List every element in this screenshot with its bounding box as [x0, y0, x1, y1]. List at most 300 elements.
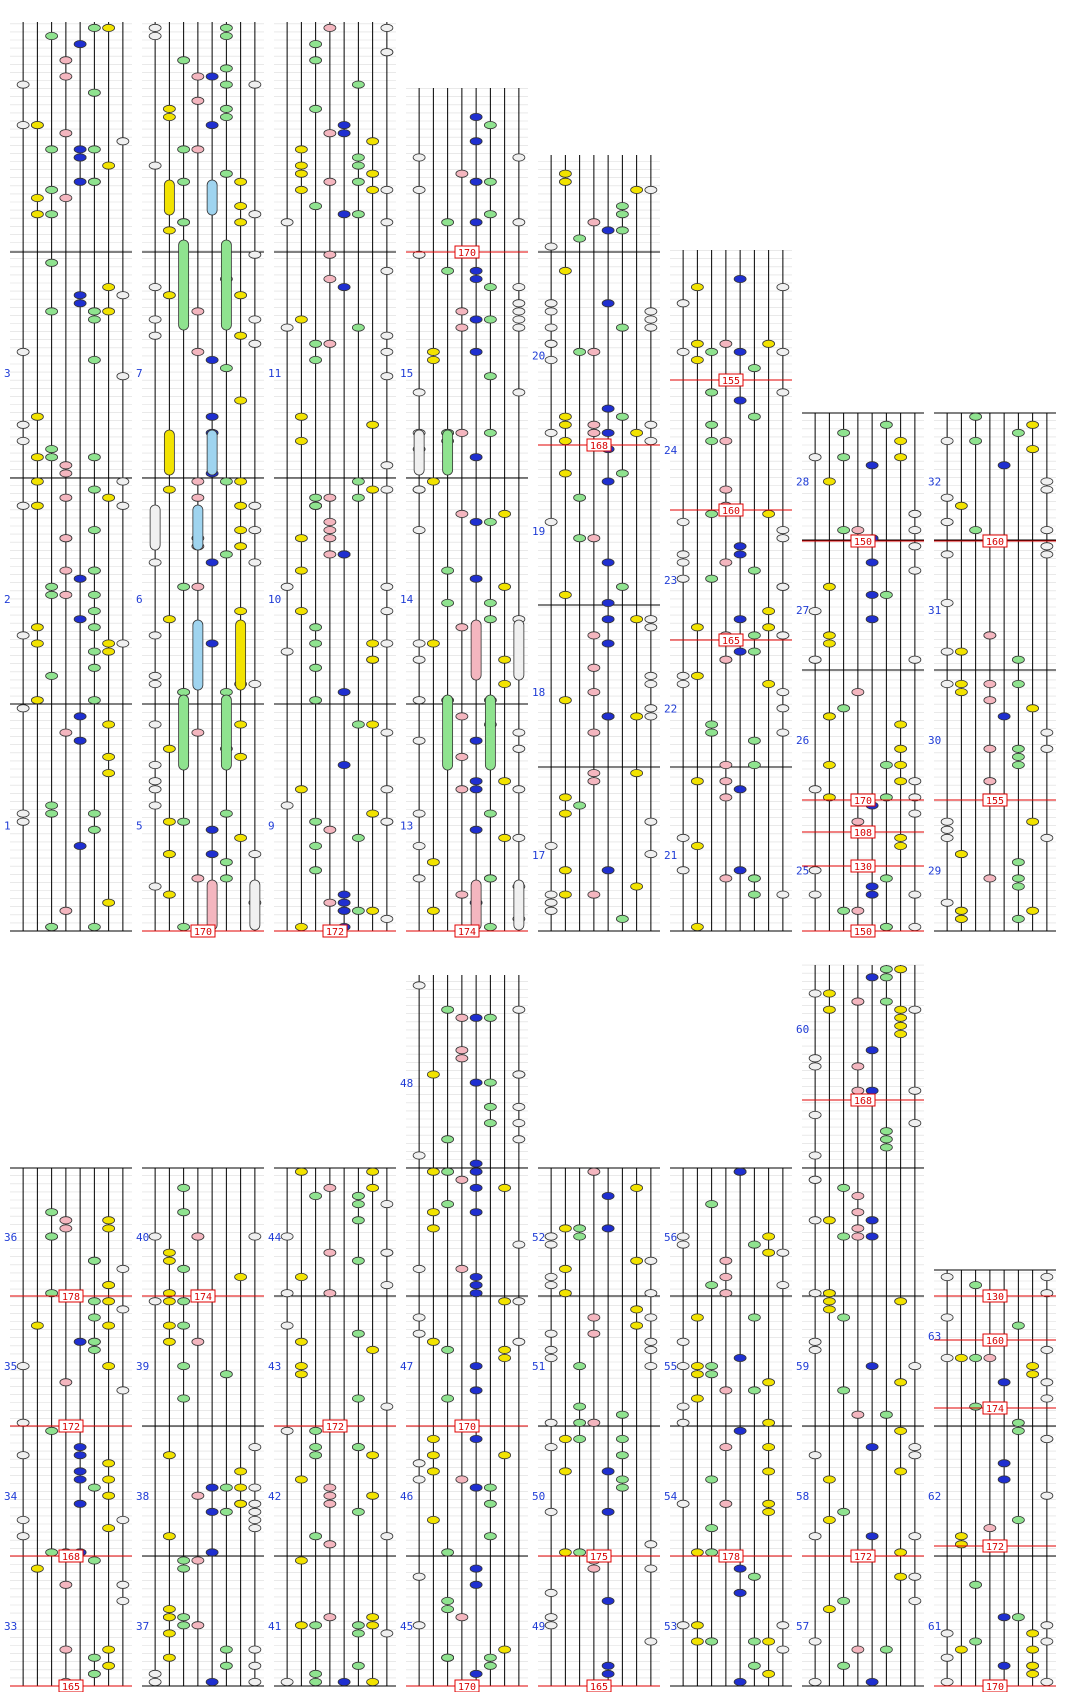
note-blue-icon: [866, 559, 878, 566]
note-green-icon: [484, 1103, 496, 1110]
note-white-icon: [1041, 1379, 1053, 1386]
note-pink-icon: [984, 745, 996, 752]
note-yellow-icon: [295, 437, 307, 444]
bpm-label: 170: [853, 796, 873, 807]
note-green-icon: [220, 478, 232, 485]
note-green-icon: [706, 1371, 718, 1378]
note-green-icon: [88, 1346, 100, 1353]
note-yellow-icon: [31, 697, 43, 704]
note-green-icon: [88, 591, 100, 598]
measure-number: 53: [664, 1619, 678, 1633]
note-blue-icon: [206, 413, 218, 420]
bpm-marker: [406, 1420, 528, 1433]
note-green-icon: [706, 729, 718, 736]
note-white-icon: [1041, 834, 1053, 841]
note-blue-icon: [602, 713, 614, 720]
note-pink-icon: [324, 1249, 336, 1256]
note-green-icon: [574, 1363, 586, 1370]
note-yellow-icon: [691, 1363, 703, 1370]
note-green-icon: [88, 1257, 100, 1264]
note-green-icon: [220, 810, 232, 817]
note-pink-icon: [852, 1233, 864, 1240]
note-white-icon: [909, 527, 921, 534]
note-pink-icon: [456, 1176, 468, 1183]
note-white-icon: [249, 316, 261, 323]
note-pink-icon: [192, 1492, 204, 1499]
note-white-icon: [381, 786, 393, 793]
note-blue-icon: [206, 826, 218, 833]
note-blue-icon: [734, 275, 746, 282]
note-white-icon: [941, 899, 953, 906]
note-white-icon: [513, 1103, 525, 1110]
note-green-icon: [970, 1282, 982, 1289]
note-white-icon: [677, 1419, 689, 1426]
note-green-icon: [178, 219, 190, 226]
note-white-icon: [17, 810, 29, 817]
note-green-icon: [442, 567, 454, 574]
note-white-icon: [149, 24, 161, 31]
note-white-icon: [645, 1290, 657, 1297]
note-green-icon: [838, 1662, 850, 1669]
note-yellow-icon: [295, 146, 307, 153]
note-yellow-icon: [499, 778, 511, 785]
measure-number: 24: [664, 443, 678, 457]
note-yellow-icon: [895, 1030, 907, 1037]
note-green-icon: [880, 875, 892, 882]
note-yellow-icon: [427, 1468, 439, 1475]
note-white-icon: [17, 705, 29, 712]
note-green-icon: [748, 1314, 760, 1321]
note-pink-icon: [984, 875, 996, 882]
note-pink-icon: [852, 1209, 864, 1216]
note-blue-icon: [602, 1225, 614, 1232]
note-green-icon: [574, 235, 586, 242]
note-yellow-icon: [955, 689, 967, 696]
measure-number: 37: [136, 1619, 150, 1633]
note-green-icon: [484, 211, 496, 218]
note-white-icon: [249, 680, 261, 687]
note-blue-icon: [74, 154, 86, 161]
note-green-icon: [310, 340, 322, 347]
note-white-icon: [117, 640, 129, 647]
note-green-icon: [574, 1225, 586, 1232]
long-note-icon: [443, 430, 453, 475]
note-white-icon: [117, 138, 129, 145]
note-white-icon: [413, 1460, 425, 1467]
note-green-icon: [484, 1484, 496, 1491]
measure-number: 7: [136, 366, 143, 380]
note-pink-icon: [324, 527, 336, 534]
note-green-icon: [352, 478, 364, 485]
note-green-icon: [352, 211, 364, 218]
note-yellow-icon: [895, 437, 907, 444]
note-white-icon: [149, 559, 161, 566]
note-white-icon: [149, 32, 161, 39]
note-green-icon: [484, 178, 496, 185]
note-green-icon: [706, 1201, 718, 1208]
note-white-icon: [381, 915, 393, 922]
note-green-icon: [352, 1330, 364, 1337]
note-white-icon: [677, 834, 689, 841]
long-note-icon: [221, 695, 231, 770]
note-yellow-icon: [763, 1233, 775, 1240]
note-yellow-icon: [823, 478, 835, 485]
note-yellow-icon: [631, 1322, 643, 1329]
note-white-icon: [545, 1444, 557, 1451]
bpm-label: 170: [457, 248, 477, 259]
note-pink-icon: [852, 1063, 864, 1070]
note-yellow-icon: [295, 186, 307, 193]
note-white-icon: [1041, 729, 1053, 736]
note-white-icon: [909, 1087, 921, 1094]
note-white-icon: [413, 1622, 425, 1629]
note-green-icon: [220, 1646, 232, 1653]
note-yellow-icon: [103, 24, 115, 31]
note-yellow-icon: [499, 1184, 511, 1191]
chart-column-15: [802, 965, 924, 1686]
note-yellow-icon: [295, 1168, 307, 1175]
note-green-icon: [46, 1233, 58, 1240]
note-green-icon: [88, 24, 100, 31]
note-blue-icon: [470, 1290, 482, 1297]
long-note-icon: [207, 180, 217, 215]
note-yellow-icon: [235, 834, 247, 841]
note-blue-icon: [74, 1500, 86, 1507]
note-pink-icon: [60, 1225, 72, 1232]
note-pink-icon: [852, 1192, 864, 1199]
note-blue-icon: [734, 1678, 746, 1685]
note-white-icon: [645, 1565, 657, 1572]
note-green-icon: [706, 721, 718, 728]
note-blue-icon: [866, 462, 878, 469]
note-blue-icon: [866, 1678, 878, 1685]
note-green-icon: [352, 81, 364, 88]
note-green-icon: [88, 178, 100, 185]
note-pink-icon: [324, 251, 336, 258]
note-white-icon: [545, 842, 557, 849]
note-green-icon: [88, 527, 100, 534]
note-green-icon: [310, 1670, 322, 1677]
note-green-icon: [574, 348, 586, 355]
note-white-icon: [249, 1678, 261, 1685]
note-green-icon: [88, 1298, 100, 1305]
note-blue-icon: [74, 178, 86, 185]
note-green-icon: [706, 421, 718, 428]
note-white-icon: [149, 632, 161, 639]
measure-number: 60: [796, 1023, 810, 1036]
bpm-marker: [802, 925, 924, 938]
measure-number: 42: [268, 1489, 282, 1503]
chart-column-13: [538, 1168, 660, 1686]
note-yellow-icon: [559, 1435, 571, 1442]
note-green-icon: [748, 1387, 760, 1394]
note-yellow-icon: [103, 284, 115, 291]
note-yellow-icon: [499, 834, 511, 841]
note-yellow-icon: [691, 1549, 703, 1556]
note-white-icon: [17, 1419, 29, 1426]
bpm-marker: [934, 535, 1056, 548]
note-white-icon: [249, 81, 261, 88]
note-green-icon: [46, 591, 58, 598]
note-white-icon: [381, 332, 393, 339]
measure-number: 19: [532, 524, 546, 538]
note-white-icon: [909, 778, 921, 785]
note-green-icon: [46, 211, 58, 218]
note-green-icon: [616, 470, 628, 477]
note-pink-icon: [720, 761, 732, 768]
note-white-icon: [645, 1541, 657, 1548]
bpm-marker: [406, 1680, 528, 1692]
note-pink-icon: [852, 527, 864, 534]
measure-number: 10: [268, 592, 282, 606]
note-yellow-icon: [895, 1573, 907, 1580]
note-yellow-icon: [295, 1476, 307, 1483]
note-blue-icon: [338, 899, 350, 906]
note-yellow-icon: [235, 608, 247, 615]
note-white-icon: [413, 527, 425, 534]
note-yellow-icon: [631, 1306, 643, 1313]
note-yellow-icon: [427, 859, 439, 866]
note-green-icon: [178, 146, 190, 153]
note-blue-icon: [206, 356, 218, 363]
note-green-icon: [838, 1508, 850, 1515]
long-note-icon: [514, 620, 524, 680]
note-pink-icon: [324, 1290, 336, 1297]
note-yellow-icon: [367, 810, 379, 817]
note-green-icon: [88, 486, 100, 493]
long-note-icon: [164, 430, 174, 475]
chart-column-8: [934, 413, 1056, 931]
note-blue-icon: [602, 616, 614, 623]
note-green-icon: [1012, 1516, 1024, 1523]
bpm-label: 130: [985, 1292, 1005, 1303]
long-note-icon: [236, 620, 246, 690]
note-yellow-icon: [823, 1217, 835, 1224]
note-yellow-icon: [763, 1419, 775, 1426]
note-blue-icon: [470, 1160, 482, 1167]
note-pink-icon: [456, 1055, 468, 1062]
note-pink-icon: [588, 1314, 600, 1321]
note-yellow-icon: [367, 1622, 379, 1629]
note-green-icon: [616, 1476, 628, 1483]
note-yellow-icon: [823, 990, 835, 997]
note-green-icon: [178, 1395, 190, 1402]
note-blue-icon: [338, 907, 350, 914]
note-white-icon: [381, 348, 393, 355]
note-white-icon: [909, 1120, 921, 1127]
note-blue-icon: [74, 842, 86, 849]
note-green-icon: [310, 1533, 322, 1540]
note-yellow-icon: [1027, 1646, 1039, 1653]
bpm-label: 174: [457, 927, 477, 938]
note-blue-icon: [470, 454, 482, 461]
note-white-icon: [677, 1403, 689, 1410]
note-pink-icon: [324, 1541, 336, 1548]
note-yellow-icon: [235, 292, 247, 299]
note-pink-icon: [984, 680, 996, 687]
note-white-icon: [777, 632, 789, 639]
note-yellow-icon: [163, 1257, 175, 1264]
measure-number: 35: [4, 1359, 18, 1373]
long-note-icon: [221, 240, 231, 330]
note-pink-icon: [192, 1338, 204, 1345]
note-white-icon: [645, 705, 657, 712]
note-white-icon: [1041, 1273, 1053, 1280]
note-yellow-icon: [559, 1265, 571, 1272]
note-blue-icon: [866, 1087, 878, 1094]
note-green-icon: [880, 591, 892, 598]
note-white-icon: [381, 49, 393, 56]
note-yellow-icon: [427, 1168, 439, 1175]
chart-column-14: [670, 1168, 792, 1686]
note-white-icon: [545, 1508, 557, 1515]
note-yellow-icon: [895, 1549, 907, 1556]
note-pink-icon: [60, 729, 72, 736]
note-white-icon: [17, 81, 29, 88]
note-yellow-icon: [163, 818, 175, 825]
note-yellow-icon: [103, 1525, 115, 1532]
note-blue-icon: [470, 826, 482, 833]
note-yellow-icon: [499, 1346, 511, 1353]
note-pink-icon: [60, 57, 72, 64]
note-pink-icon: [456, 891, 468, 898]
note-yellow-icon: [31, 211, 43, 218]
note-white-icon: [545, 1622, 557, 1629]
note-blue-icon: [470, 1184, 482, 1191]
note-green-icon: [484, 1079, 496, 1086]
note-white-icon: [117, 373, 129, 380]
note-green-icon: [1012, 429, 1024, 436]
note-white-icon: [677, 575, 689, 582]
note-pink-icon: [588, 729, 600, 736]
measure-number: 31: [928, 603, 942, 617]
note-green-icon: [442, 1606, 454, 1613]
note-pink-icon: [192, 97, 204, 104]
note-green-icon: [748, 1662, 760, 1669]
note-green-icon: [574, 494, 586, 501]
note-yellow-icon: [559, 413, 571, 420]
note-white-icon: [381, 373, 393, 380]
note-pink-icon: [324, 1492, 336, 1499]
note-pink-icon: [192, 478, 204, 485]
note-green-icon: [616, 227, 628, 234]
note-pink-icon: [456, 1614, 468, 1621]
note-green-icon: [220, 859, 232, 866]
note-yellow-icon: [895, 745, 907, 752]
note-blue-icon: [338, 689, 350, 696]
note-yellow-icon: [427, 640, 439, 647]
note-yellow-icon: [163, 1606, 175, 1613]
note-yellow-icon: [895, 778, 907, 785]
note-white-icon: [149, 284, 161, 291]
note-yellow-icon: [763, 1508, 775, 1515]
note-blue-icon: [998, 1662, 1010, 1669]
note-yellow-icon: [691, 1314, 703, 1321]
note-green-icon: [178, 1557, 190, 1564]
note-yellow-icon: [559, 1290, 571, 1297]
note-white-icon: [545, 899, 557, 906]
long-note-icon: [179, 695, 189, 770]
note-blue-icon: [338, 761, 350, 768]
note-green-icon: [484, 373, 496, 380]
note-white-icon: [677, 1363, 689, 1370]
long-note-icon: [207, 430, 217, 475]
note-pink-icon: [456, 324, 468, 331]
note-white-icon: [17, 1516, 29, 1523]
note-white-icon: [413, 1152, 425, 1159]
measure-number: 30: [928, 733, 942, 747]
note-green-icon: [220, 1371, 232, 1378]
note-white-icon: [413, 1573, 425, 1580]
note-white-icon: [249, 1500, 261, 1507]
note-blue-icon: [866, 974, 878, 981]
note-green-icon: [442, 1395, 454, 1402]
note-white-icon: [513, 308, 525, 315]
note-white-icon: [941, 599, 953, 606]
note-white-icon: [381, 186, 393, 193]
note-yellow-icon: [103, 494, 115, 501]
note-yellow-icon: [163, 1630, 175, 1637]
note-green-icon: [46, 923, 58, 930]
bpm-label: 172: [853, 1552, 873, 1563]
note-white-icon: [513, 316, 525, 323]
note-white-icon: [381, 462, 393, 469]
note-green-icon: [838, 1314, 850, 1321]
note-white-icon: [645, 1257, 657, 1264]
note-yellow-icon: [163, 113, 175, 120]
note-green-icon: [178, 1363, 190, 1370]
measure-number: 38: [136, 1489, 150, 1503]
note-green-icon: [970, 437, 982, 444]
note-pink-icon: [324, 826, 336, 833]
note-white-icon: [281, 1427, 293, 1434]
note-blue-icon: [338, 1678, 350, 1685]
note-white-icon: [809, 1176, 821, 1183]
note-white-icon: [17, 502, 29, 509]
note-yellow-icon: [895, 1427, 907, 1434]
note-yellow-icon: [103, 1492, 115, 1499]
note-green-icon: [838, 454, 850, 461]
note-white-icon: [149, 316, 161, 323]
note-green-icon: [838, 527, 850, 534]
note-pink-icon: [192, 875, 204, 882]
note-yellow-icon: [367, 170, 379, 177]
note-green-icon: [574, 1403, 586, 1410]
note-green-icon: [880, 966, 892, 973]
note-yellow-icon: [427, 907, 439, 914]
note-pink-icon: [852, 818, 864, 825]
note-white-icon: [513, 1241, 525, 1248]
note-green-icon: [46, 32, 58, 39]
note-white-icon: [1041, 1435, 1053, 1442]
note-green-icon: [970, 413, 982, 420]
note-yellow-icon: [367, 1492, 379, 1499]
note-green-icon: [706, 1363, 718, 1370]
note-blue-icon: [866, 891, 878, 898]
note-green-icon: [178, 1565, 190, 1572]
note-white-icon: [381, 583, 393, 590]
note-yellow-icon: [895, 1298, 907, 1305]
note-white-icon: [909, 1573, 921, 1580]
note-white-icon: [149, 721, 161, 728]
note-white-icon: [149, 1670, 161, 1677]
note-white-icon: [381, 1403, 393, 1410]
note-green-icon: [88, 567, 100, 574]
note-white-icon: [513, 300, 525, 307]
note-pink-icon: [720, 486, 732, 493]
note-pink-icon: [324, 1614, 336, 1621]
bpm-marker: [142, 925, 264, 938]
